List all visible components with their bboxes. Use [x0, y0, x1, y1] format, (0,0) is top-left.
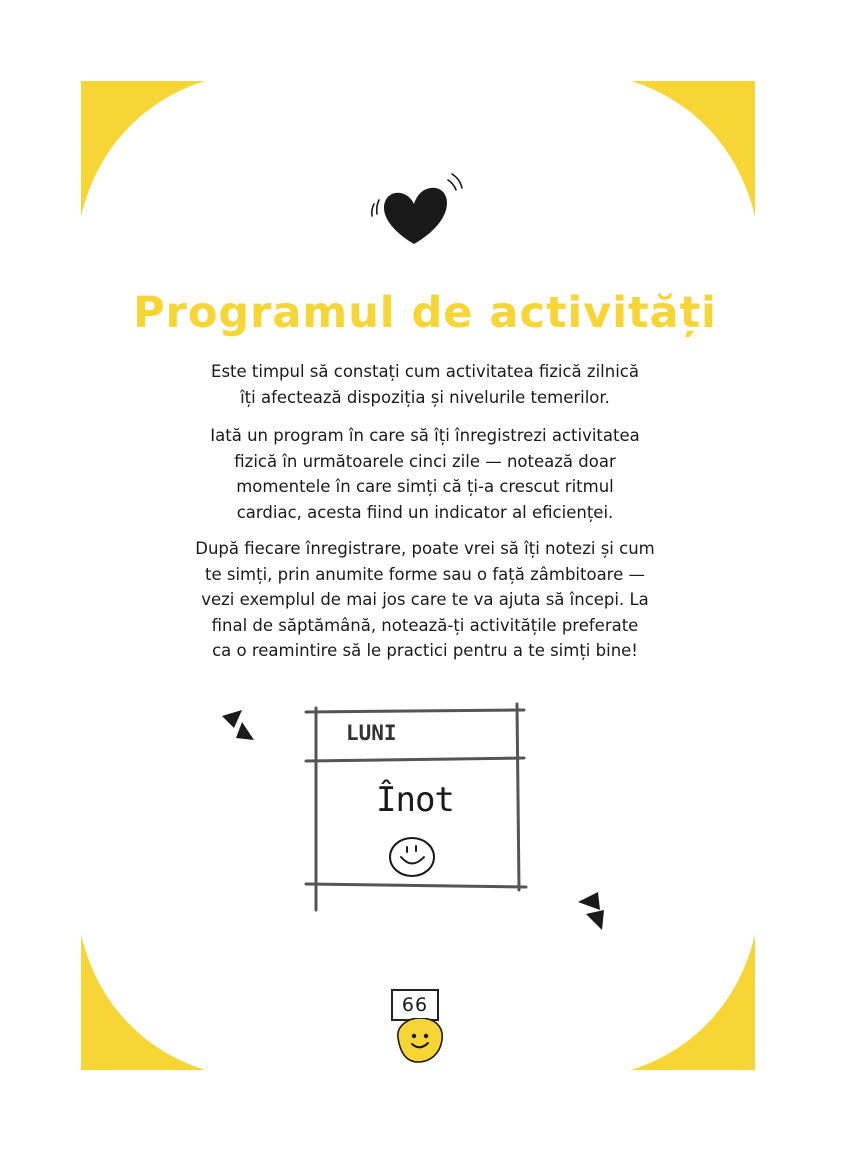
corner-decoration-bottom-left [81, 934, 205, 1070]
text-line: După fiecare înregistrare, poate vrei să îți notezi și cum [195, 539, 655, 558]
text-line: final de săptămână, notează-ți activitățile preferate [211, 615, 639, 635]
text-line: te simți, prin anumite forme sau o față zâmbitoare — [204, 564, 645, 584]
heart-icon [362, 170, 468, 250]
instructions-paragraph [175, 536, 675, 664]
program-paragraph [175, 423, 675, 525]
intro-paragraph [175, 359, 675, 410]
text-line: Este timpul să constați cum activitatea fizică zilnică [211, 362, 639, 381]
smiley-icon [387, 834, 437, 880]
page-title: Programul de activități [133, 288, 717, 338]
text-line: Iată un program în care să îți înregistrezi activitatea [210, 426, 640, 445]
text-line: vezi exemplul de mai jos care te va ajuta să începi. La [201, 590, 649, 609]
text-line: fizică în următoarele cinci zile — notează doar [234, 451, 616, 471]
text-line: îți afectează dispoziția și nivelurile temerilor. [240, 387, 610, 407]
activity-entry: Înot [376, 780, 454, 820]
corner-decoration-top-right [631, 81, 755, 217]
triangle-decoration [576, 890, 610, 934]
text-line: momentele în care simți că ți-a crescut ritmul [236, 477, 614, 496]
text-line: cardiac, acesta fiind un indicator al eficienței. [236, 502, 614, 522]
triangle-decoration [220, 706, 260, 742]
page-number: 66 [391, 989, 439, 1021]
mascot-icon [392, 1018, 448, 1064]
corner-decoration-top-left [81, 81, 205, 217]
day-label: LUNI [346, 721, 397, 745]
text-line: ca o reamintire să le practici pentru a te simți bine! [212, 641, 638, 660]
corner-decoration-bottom-right [631, 934, 755, 1070]
